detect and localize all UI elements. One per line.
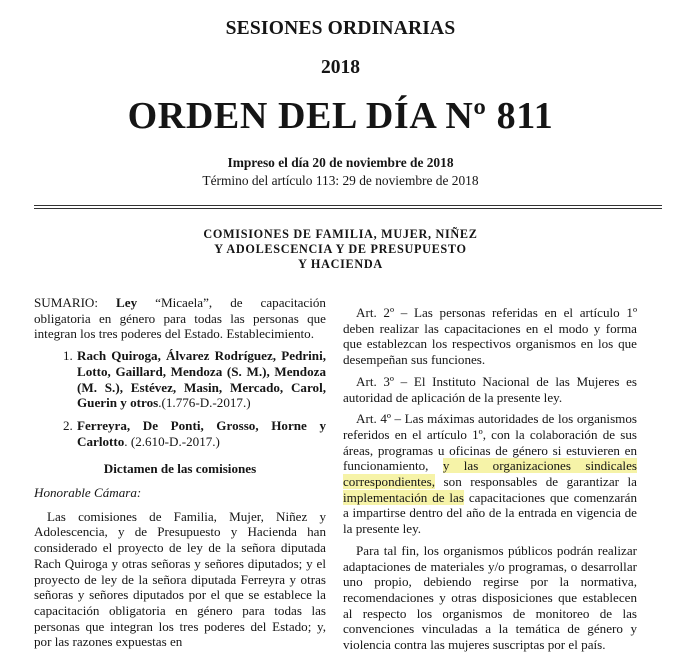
left-column: [34, 295, 326, 656]
final-paragraph: Para tal fin, los organismos públicos podrán realizar adaptaciones de materiales y/o programas, o desarrollar uno propio, debiendo regirse por la normativa, recomendaciones y otras disposiciones que establecen al respecto los organismos de monitoreo de las convenciones vinculadas a la temática de género y violencia contra las mujeres suscriptas por el país.: [343, 542, 637, 653]
item-authors: Rach Quiroga, Álvarez Rodríguez, Pedrini, Lotto, Gaillard, Mendoza (S. M.), Mendoza (M. S.), Estévez, Masin, Mercado, Carol, Guerin y otros: [77, 348, 326, 411]
item-number: 1.: [63, 348, 73, 364]
article-4-text: son responsables de garantizar la: [435, 474, 637, 490]
summary: [34, 295, 326, 342]
article-2: Art. 2º – Las personas referidas en el artículo 1º deben realizar las capacitaciones en el modo y forma que establezcan los respectivos organismos en los que desempeñan sus funciones.: [343, 305, 637, 368]
summary-law: Ley: [116, 295, 138, 310]
article-3: Art. 3º – El Instituto Nacional de las Mujeres es autoridad de aplicación de la presente ley.: [343, 373, 637, 405]
article-4: [343, 411, 637, 537]
dictamen-title: Dictamen de las comisiones: [103, 461, 257, 477]
item-number: 2.: [63, 417, 73, 433]
printed-date: Impreso el día 20 de noviembre de 2018: [227, 155, 454, 170]
summary-text: “Micaela”, de capacitación obligatoria en género para todas las personas que integran los tres poderes del Estado. Establecimiento.: [34, 295, 326, 342]
session-year: 2018: [321, 57, 360, 78]
list-item: [63, 348, 326, 411]
session-heading: SESIONES ORDINARIAS: [225, 18, 456, 39]
item-reference: .(1.776-D.-2017.): [158, 395, 251, 411]
divider-rule: [34, 205, 662, 206]
right-column: [343, 305, 637, 659]
article-4-text: capacitaciones que comenzarán a impartirse dentro del año de la entrada en vigencia de la presente ley.: [343, 489, 637, 537]
highlighted-text: implementación de las: [343, 489, 464, 505]
commissions-line-3: Y HACIENDA: [298, 257, 383, 271]
article-4-text: Art. 4º – Las máximas autoridades de los organismos referidos en el artículo 1º, con la colaboración de sus áreas, programas u oficinas de género si estuvieren en funcionamiento,: [343, 411, 637, 474]
summary-prefix: SUMARIO:: [34, 295, 117, 310]
item-reference: . (2.610-D.-2017.): [124, 433, 220, 449]
dictamen-body: Las comisiones de Familia, Mujer, Niñez y Adolescencia, y de Presupuesto y Hacienda han considerado el proyecto de ley de la señora diputada Rach Quiroga y otras señoras y señores diputados; y el proyecto de ley de la señora diputada Ferreyra y otras señoras y señores diputados por el que se establece la capacitación obligatoria en género para todas las personas que integran los tres poderes del Estado; y, por las razones expuestas en: [34, 508, 326, 650]
list-item: [63, 418, 326, 449]
commissions-line-1: COMISIONES DE FAMILIA, MUJER, NIÑEZ: [203, 227, 478, 241]
item-authors: Ferreyra, De Ponti, Grosso, Horne y Carlotto: [77, 417, 326, 449]
highlighted-text: y las organizaciones sindicales correspondientes,: [343, 458, 637, 490]
divider-rule: [34, 208, 662, 209]
deadline-date: Término del artículo 113: 29 de noviembre de 2018: [202, 173, 479, 188]
order-title: ORDEN DEL DÍA Nº 811: [127, 95, 554, 137]
salutation: Honorable Cámara:: [34, 485, 142, 501]
commissions-line-2: Y ADOLESCENCIA Y DE PRESUPUESTO: [214, 242, 467, 256]
